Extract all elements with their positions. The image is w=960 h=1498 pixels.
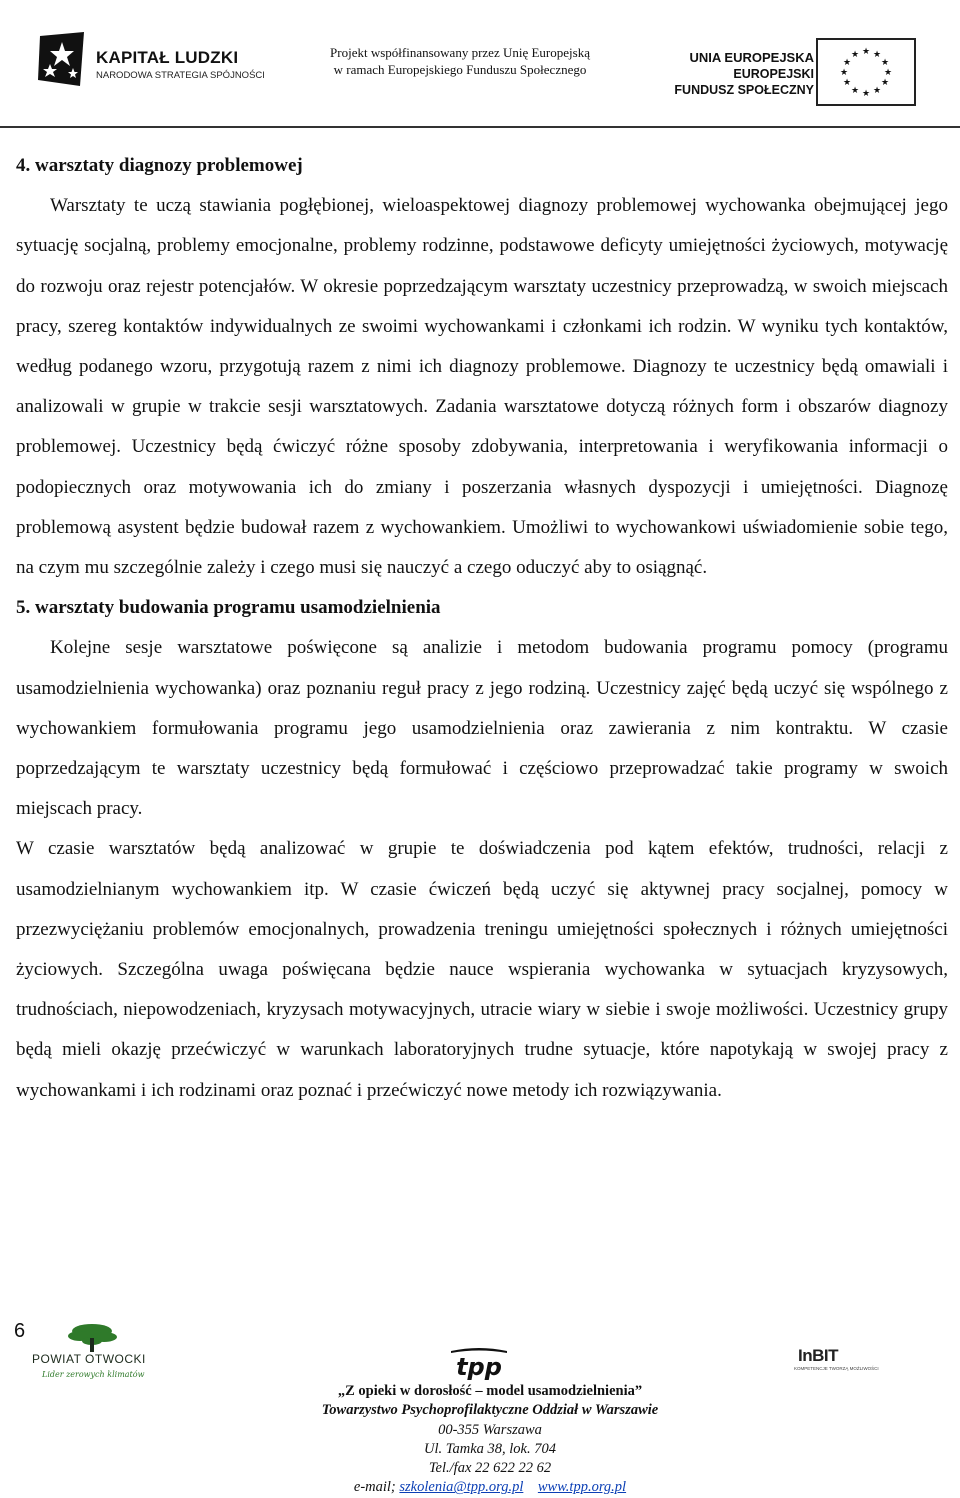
svg-text:★: ★ (861, 89, 871, 99)
organization-name: Towarzystwo Psychoprofilaktyczne Oddział w Warszawie (321, 1402, 659, 1419)
svg-text:★: ★ (842, 58, 852, 68)
powiat-otwocki-logo (32, 1322, 172, 1392)
powiat-tagline: Lider zerowych klimatów (42, 1370, 145, 1379)
postal-code: 00-355 Warszawa (438, 1421, 542, 1438)
tpp-logo (449, 1347, 509, 1381)
eu-logo-text (674, 50, 814, 98)
svg-text:★: ★ (872, 86, 882, 96)
section-5-heading: 5. warsztaty budowania programu usamodzielnienia (16, 597, 441, 619)
section-5-paragraph-2: W czasie warsztatów będą analizować w grupie te doświadczenia pod kątem efektów, trudności, relacji z usamodzielnianym wychowankiem itp. W czasie ćwiczeń będą uczyć się aktywnej pracy socjalnej, pomocy w przezwyciężaniu problemów emocjonalnych, prowadzenia treningu umiejętności społecznych i różnych umiejętności życiowych. Szczególna uwaga poświęcana będzie nauce wspierania wychowanka w sytuacjach kryzysowych, trudnościach, niepowodzeniach, kryzysach motywacyjnych, utracie wiary w siebie i swoje możliwości. Uczestnicy grupy będą mieli okazję przećwiczyć w warunkach laboratoryjnych trudne sytuacje, które napotykają w swojej pracy z wychowankami i ich rodzinami oraz poznać i przećwiczyć nowe metody ich rozwiązywania. (16, 838, 948, 1101)
powiat-name: POWIAT OTWOCKI (32, 1352, 146, 1366)
website-link[interactable]: www.tpp.org.pl (537, 1479, 627, 1496)
svg-text:★: ★ (850, 50, 860, 60)
project-line-1: Projekt współfinansowany przez Unię Europejską (330, 45, 590, 60)
svg-text:★: ★ (883, 68, 893, 78)
phone-fax: Tel./fax 22 622 22 62 (428, 1460, 552, 1477)
inbit-name: InBIT (798, 1346, 838, 1365)
section-5-paragraph-1: Kolejne sesje warsztatowe poświęcone są analizie i metodom budowania programu pomocy (programu usamodzielnienia wychowanka) oraz poznaniu reguł pracy z jego rodziną. Uczestnicy zajęć będą uczyć się wspólnego z wychowankiem formułowania programu jego usamodzielnienia oraz zawierania z nim kontraktu. W czasie poprzedzającym te warsztaty uczestnicy będą formułować i częściowo przeprowadzać takie programy w swoich miejscach pracy. (16, 637, 948, 820)
eu-line-2: EUROPEJSKI (733, 67, 814, 81)
svg-text:★: ★ (850, 86, 860, 96)
eu-logo (676, 38, 926, 110)
eu-line-3: FUNDUSZ SPOŁECZNY (674, 83, 814, 97)
svg-text:★: ★ (861, 47, 871, 57)
project-line-2: w ramach Europejskiego Funduszu Społecznego (333, 62, 587, 77)
svg-text:★: ★ (842, 78, 852, 88)
document-body (16, 146, 948, 1111)
inbit-subtitle: KOMPETENCJE TWORZĄ MOŻLIWOŚCI (794, 1366, 879, 1371)
email-link[interactable]: szkolenia@tpp.org.pl (399, 1479, 524, 1496)
kapital-ludzki-logo (36, 30, 265, 90)
page-header (0, 0, 960, 128)
section-4-heading: 4. warsztaty diagnozy problemowej (16, 155, 303, 176)
kapital-ludzki-subtitle: NARODOWA STRATEGIA SPÓJNOŚCI (96, 70, 265, 81)
project-title: „Z opieki w dorosłość – model usamodzielnienia” (337, 1383, 643, 1399)
kapital-ludzki-star-icon (36, 30, 88, 88)
inbit-logo (794, 1346, 879, 1371)
svg-text:★: ★ (880, 78, 890, 88)
project-cofinancing-note (310, 44, 610, 78)
pine-tree-icon (32, 1322, 172, 1356)
svg-text:★: ★ (880, 58, 890, 68)
section-4-paragraph: Warsztaty te uczą stawiania pogłębionej, wieloaspektowej diagnozy problemowej wychowanka obejmującej jego sytuację socjalną, problemy emocjonalne, problemy rodzinne, podstawowe deficyty umiejętności życiowych, motywację do rozwoju oraz rejestr potencjałów. W okresie poprzedzającym warsztaty uczestnicy przeprowadzą, w swoich miejscach pracy, szereg kontaktów indywidualnych ze swoimi wychowankami i członkami ich rodzin. W wyniku tych kontaktów, według podanego wzoru, przygotują razem z nimi ich diagnozy problemowe. Diagnozy te uczestnicy będą omawiali i analizowali w grupie w trakcie sesji warsztatowych. Zadania warsztatowe dotyczą różnych form i obszarów diagnozy problemowej. Uczestnicy będą ćwiczyć różne sposoby zdobywania, interpretowania i weryfikowania informacji o podopiecznych oraz motywowania ich do zmiany i poszerzania własnych dyspozycji i umiejętności. Diagnozę problemową asystent będzie budował razem z wychowankiem. Umożliwi to wychowankowi uświadomienie sobie tego, na czym mu szczególnie zależy i czego musi się nauczyć a czego oduczyć aby to osiągnąć. (16, 195, 948, 579)
eu-flag-icon (816, 38, 916, 106)
footer-contact (280, 1382, 700, 1498)
eu-line-1: UNIA EUROPEJSKA (689, 50, 814, 65)
kapital-ludzki-title: KAPITAŁ LUDZKI (96, 48, 239, 67)
svg-text:★: ★ (872, 50, 882, 60)
contact-line (280, 1478, 700, 1497)
page-number: 6 (14, 1320, 26, 1342)
tpp-logo-text: tpp (456, 1353, 502, 1381)
svg-text:★: ★ (839, 68, 849, 78)
email-label: e-mail; (353, 1479, 400, 1496)
street-address: Ul. Tamka 38, lok. 704 (424, 1440, 556, 1457)
